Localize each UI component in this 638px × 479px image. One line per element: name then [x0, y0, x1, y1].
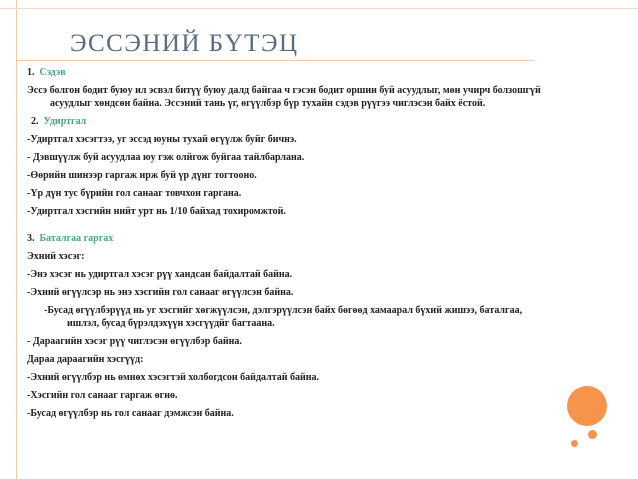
section-number: 2. [31, 116, 39, 127]
list-item: - Дэвшүүлж буй асуудлаа юу гэж олйгож буйгаа тайлбарлана. [27, 152, 305, 163]
list-item: -Эхний өгүүлсэр нь энэ хэсгийн гол санааг өгүүлсэн байна. [27, 287, 294, 298]
frame-vertical-line [16, 0, 17, 479]
list-item: -Энэ хэсэг нь удиртгал хэсэг рүү хандсан байдалтай байна. [27, 269, 293, 280]
section-title: Сэдэв [39, 67, 66, 78]
slide-title: ЭССЭНИЙ БҮТЭЦ [70, 30, 299, 57]
section-3-heading [27, 232, 547, 245]
section-1-heading [27, 66, 547, 79]
paragraph: Эссэ болгон бодит буюу ил эсвэл битүү буюу далд байгаа ч гэсэн бодит оршин буй асуудлыг, мөн учирч болзошгүй асуудлыг хөндсөн байна. Эссэний тань үг, өгүүлбэр бүр тухайн сэдэв рүүгээ чиглэсэн байх ёстой. [27, 85, 541, 109]
decor-circle-tiny [571, 440, 578, 447]
list-item: -Үр дүн тус бүрийн гол санааг товчхон гаргана. [27, 188, 242, 199]
decor-circle-large [567, 386, 607, 426]
decor-circle-small [588, 430, 597, 439]
list-item: -Бусад өгүүлбэрүүд нь уг хэсгийг хөгжүүлсэн, дэлгэрүүлсэн байх бөгөөд хамаарал бүхий жишээ, баталгаа, ишлэл, бусад бүрэлдэхүүн хэсгүүдйг багтаана. [44, 305, 523, 329]
section-2-heading [27, 115, 547, 128]
section-title: Удиртгал [43, 116, 87, 127]
list-item: -Хэсгийн гол санааг гаргаж өгнө. [27, 390, 178, 401]
subheading: Эхний хэсэг: [27, 251, 85, 262]
frame-horizontal-line [0, 8, 638, 9]
list-item: -Бусад өгүүлбэр нь гол санааг дэмжсэн байна. [27, 408, 234, 419]
list-item: -Өөрийн шинээр гаргаж ирж буй үр дүнг тогтооно. [27, 170, 257, 181]
title-divider [16, 60, 534, 61]
spacer [27, 223, 547, 232]
section-title: Баталгаа гаргах [39, 233, 114, 244]
list-item: -Удиртгал хэсгийн нийт урт нь 1/10 байхад тохиромжтой. [27, 206, 286, 217]
list-item: -Удиртгал хэсэгтээ, уг эссэд юуны тухай өгүүлж буйг бичнэ. [27, 134, 297, 145]
subheading: Дараа дараагийн хэсгүүд: [27, 354, 144, 365]
slide-body [27, 66, 547, 425]
section-number: 1. [27, 67, 35, 78]
list-item: -Эхний өгүүлбэр нь өмнөх хэсэгтэй холбогдсон байдалтай байна. [27, 372, 320, 383]
section-number: 3. [27, 233, 35, 244]
list-item: - Дараагийн хэсэг рүү чиглэсэн өгүүлбэр байна. [27, 336, 242, 347]
